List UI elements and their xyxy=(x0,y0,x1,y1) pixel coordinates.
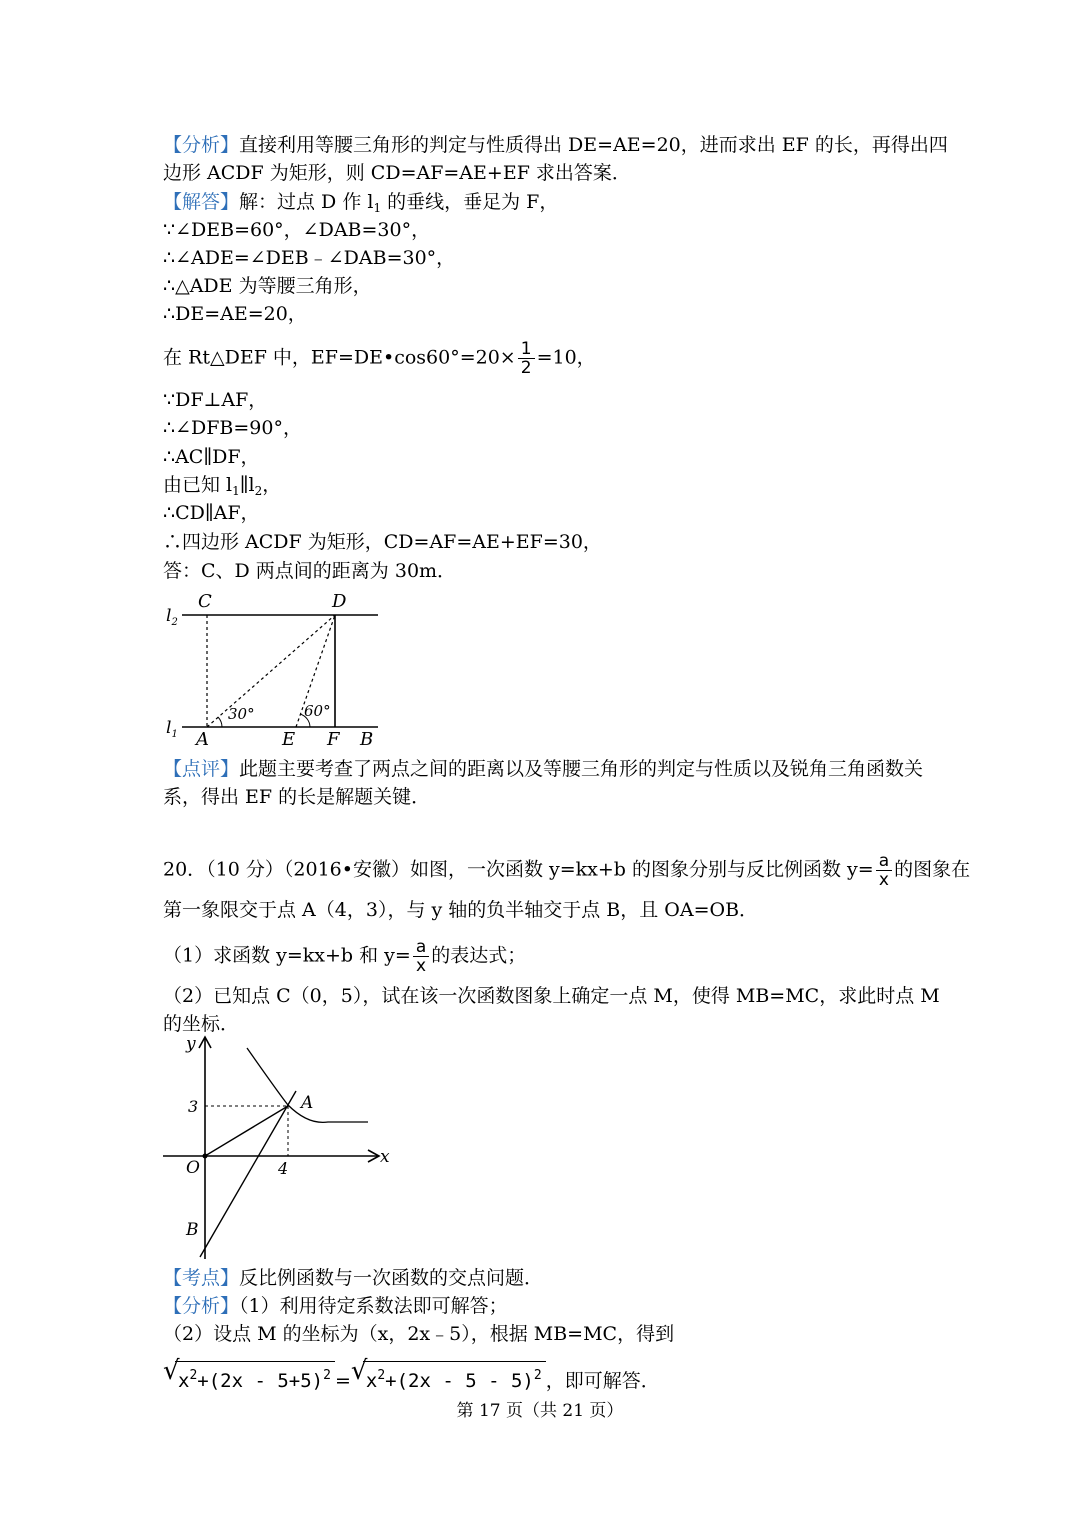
label-angle-E: 60° xyxy=(304,702,331,720)
q20-line-2: 第一象限交于点 A（4，3），与 y 轴的负半轴交于点 B，且 OA=OB． xyxy=(163,899,759,921)
solution-tag: 【解答】 xyxy=(163,191,240,213)
solution-step-11: ∴四边形 ACDF 为矩形，CD=AF=AE+EF=30， xyxy=(163,531,602,553)
origin-dot xyxy=(203,1154,208,1159)
solution-step-7: ∴∠DFB=90°， xyxy=(163,417,302,439)
q20-analysis-tag: 【分析】 xyxy=(163,1295,240,1317)
fraction-a-over-x-2: $\frac{a}{x}$ xyxy=(413,938,429,975)
solution-step-3: ∴△ADE 为等腰三角形， xyxy=(163,275,372,297)
solution-answer: 答：C、D 两点间的距离为 30m． xyxy=(163,560,457,582)
solution-step-1: ∵∠DEB=60°，∠DAB=30°， xyxy=(163,219,431,241)
page-footer: 第 17 页（共 21 页） xyxy=(456,1401,624,1421)
label-A: A xyxy=(301,1093,314,1113)
q20-analysis-line-2: （2）设点 M 的坐标为（x，2x﹣5），根据 MB=MC，得到 xyxy=(163,1323,675,1345)
parallel-lines-figure xyxy=(160,588,400,753)
tick-3: 3 xyxy=(188,1097,199,1116)
angle-arc-A xyxy=(218,717,222,727)
label-D: D xyxy=(332,591,347,612)
q20-part-2-line-2: 的坐标． xyxy=(163,1013,240,1035)
solution-step-6: ∵DF⊥AF， xyxy=(163,389,268,411)
distance-equation: √ $x^2+(2x - 5+5)^2$ = √ $x^2+(2x - 5 - 5)^2$ ，即可解答． xyxy=(163,1361,660,1395)
solution-step-2: ∴∠ADE=∠DEB﹣∠DAB=30°， xyxy=(163,247,456,269)
label-E: E xyxy=(282,729,296,750)
label-B: B xyxy=(360,729,374,750)
tick-4: 4 xyxy=(278,1159,289,1178)
segment-OA xyxy=(205,1106,288,1156)
q20-analysis-line-1: 【分析】（1）利用待定系数法即可解答； xyxy=(163,1295,508,1317)
solution-step-8: ∴AC∥DF， xyxy=(163,446,260,468)
label-A: A xyxy=(196,729,209,750)
q20-part-1: （1）求函数 y=kx+b 和 y= $\frac{a}{x}$ 的表达式； xyxy=(163,937,527,976)
label-y: y xyxy=(186,1034,196,1054)
label-B: B xyxy=(186,1220,199,1240)
analysis-tag: 【分析】 xyxy=(163,134,240,156)
kaodian-line: 【考点】反比例函数与一次函数的交点问题． xyxy=(163,1267,544,1289)
kaodian-tag: 【考点】 xyxy=(163,1267,240,1289)
coordinate-figure xyxy=(160,1033,395,1263)
fraction-one-half: $\frac{1}{2}$ xyxy=(518,340,535,377)
q20-line-1: 20．（10 分）（2016•安徽）如图，一次函数 y=kx+b 的图象分别与反比例函数 y= $\frac{a}{x}$ 的图象在 xyxy=(163,851,971,890)
analysis-line-2: 边形 ACDF 为矩形，则 CD=AF=AE+EF 求出答案． xyxy=(163,162,631,184)
sqrt-right: √ $x^2+(2x - 5 - 5)^2$ xyxy=(351,1361,546,1395)
label-O: O xyxy=(186,1158,200,1178)
review-line-1: 【点评】此题主要考查了两点之间的距离以及等腰三角形的判定与性质以及锐角三角函数关 xyxy=(163,758,924,780)
label-x: x xyxy=(380,1147,390,1167)
label-l1: $l_1$ xyxy=(166,718,178,740)
solution-step-4: ∴DE=AE=20， xyxy=(163,303,307,325)
review-line-2: 系，得出 EF 的长是解题关键． xyxy=(163,786,431,808)
fraction-a-over-x: $\frac{a}{x}$ xyxy=(876,852,892,889)
q20-part-2-line-1: （2）已知点 C（0，5），试在该一次函数图象上确定一点 M，使得 MB=MC，求此时点 M xyxy=(163,985,940,1007)
solution-step-5: 在 Rt△DEF 中，EF=DE•cos60°=20× $\frac{1}{2}$ =10， xyxy=(163,339,596,378)
label-C: C xyxy=(198,591,212,612)
sqrt-left: √ $x^2+(2x - 5+5)^2$ xyxy=(163,1361,335,1395)
label-angle-A: 30° xyxy=(228,705,255,723)
label-l2: $l_2$ xyxy=(166,606,178,628)
solution-intro: 【解答】解：过点 D 作 $l_1$ 的垂线，垂足为 F， xyxy=(163,191,559,215)
analysis-line-1: 【分析】直接利用等腰三角形的判定与性质得出 DE=AE=20，进而求出 EF 的长，再得出四 xyxy=(163,134,948,156)
label-F: F xyxy=(327,729,340,750)
solution-step-10: ∴CD∥AF， xyxy=(163,502,260,524)
solution-step-9: 由已知 $l_1\parallel l_2$， xyxy=(163,474,282,498)
review-tag: 【点评】 xyxy=(163,758,240,780)
